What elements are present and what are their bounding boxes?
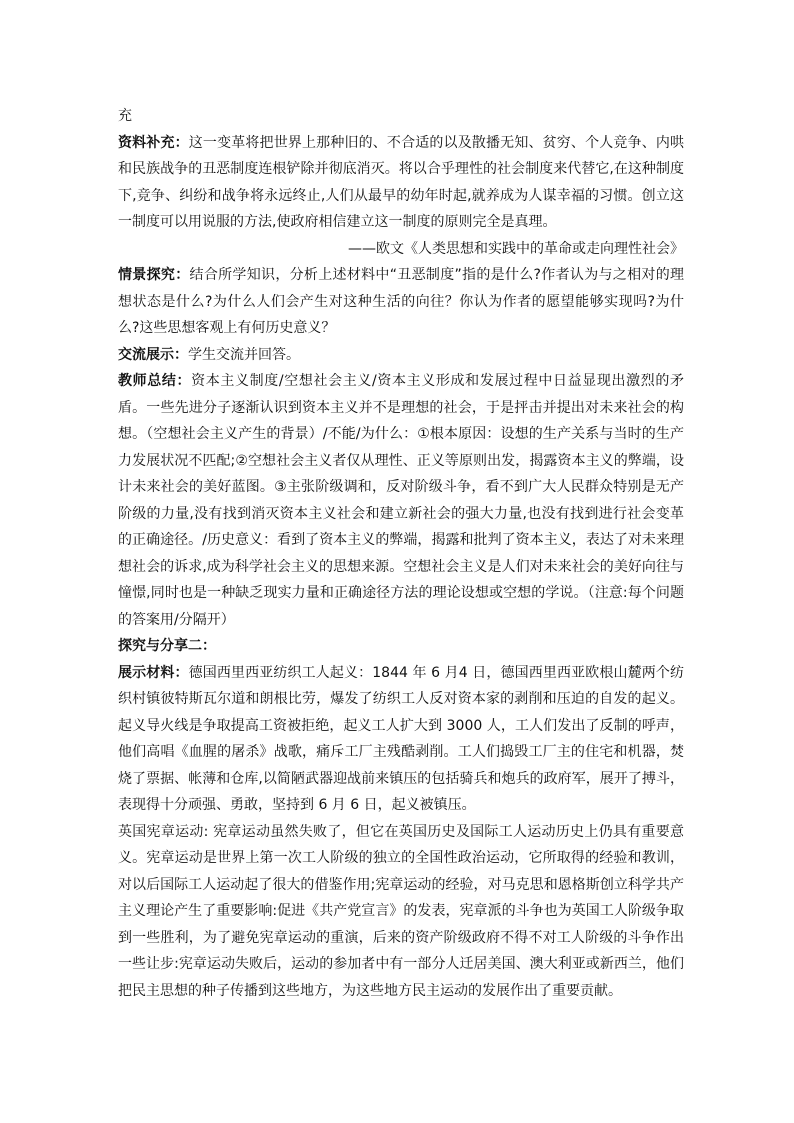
material-supplement-paragraph <box>118 130 684 236</box>
source-citation: ——欧文《人类思想和实践中的革命或走向理性社会》 <box>348 240 684 257</box>
paragraph-text: 这一变革将把世界上那种旧的、不合适的以及散播无知、贫穷、个人竞争、内哄和民族战争的丑恶制度连根铲除并彻底消灭。将以合乎理性的社会制度来代替它,在这种制度下,竞争、纠纷和战争将永远终止,人们从最早的幼年时起,就养成为人谋幸福的习惯。创立这一制度可以用说服的方法,使政府相信建立这一制度的原则完全是真理。 <box>118 134 685 230</box>
paragraph-text: 资本主义制度/空想社会主义/资本主义形成和发展过程中日益显现出激烈的矛盾。一些先进分子逐渐认识到资本主义并不是理想的社会，于是抨击并提出对未来社会的构想。（空想社会主义产生的背景）/不能/为什么：①根本原因：设想的生产关系与当时的生产力发展状况不匹配;②空想社会主义者仅从理性、正义等原则出发，揭露资本主义的弊端，设计未来社会的美好蓝图。③主张阶级调和，反对阶级斗争，看不到广大人民群众特别是无产阶级的力量,没有找到消灭资本主义社会和建立新社会的强大力量,也没有找到进行社会变革的正确途径。/历史意义：看到了资本主义的弊端，揭露和批判了资本主义，表达了对未来理想社会的诉求,成为科学社会主义的思想来源。空想社会主义是人们对未来社会的美好向往与憧憬,同时也是一种缺乏现实力量和正确途径方法的理论设想或空想的学说。（注意:每个问题的答案用/分隔开） <box>118 373 685 628</box>
teacher-summary-paragraph <box>118 368 684 633</box>
document-body <box>118 103 684 1004</box>
paragraph-text: 德国西里西亚纺织工人起义：1844 年 6 月4 日，德国西里西亚欧根山麓两个纺织村镇彼特斯瓦尔道和朗根比劳，爆发了纺织工人反对资本家的剥削和压迫的自发的起义。起义导火线是争取提高工资被拒绝，起义工人扩大到 3000 人，工人们发出了反制的呼声，他们高唱《血腥的屠杀》战歌，痛斥工厂主残酷剥削。工人们捣毁工厂主的住宅和机器，焚烧了票据、帐薄和仓库,以简陋武器迎战前来镇压的包括骑兵和炮兵的政府军，展开了搏斗，表现得十分顽强、勇敢，坚持到 6 月 6 日，起义被镇压。 <box>118 664 684 813</box>
paragraph-text: 结合所学知识，分析上述材料中“丑恶制度”指的是什么?作者认为与之相对的理想状态是什么?为什么人们会产生对这种生活的向往？你认为作者的愿望能够实现吗?为什么?这些思想客观上有何历史意义？ <box>118 267 685 336</box>
paragraph-label: 情景探究： <box>118 267 190 283</box>
paragraph-label: 探究与分享二： <box>118 638 216 654</box>
paragraph-label: 资料补充： <box>118 134 189 151</box>
paragraph-label: 展示材料： <box>118 664 189 681</box>
continuation-fragment: 充 <box>118 108 132 124</box>
paragraph-text: 学生交流并回答。 <box>188 346 300 363</box>
display-material-paragraph <box>118 660 684 819</box>
paragraph-label: 教师总结： <box>118 373 192 389</box>
exchange-display-paragraph <box>118 342 684 369</box>
section-heading <box>118 633 684 660</box>
scenario-inquiry-paragraph <box>118 262 684 342</box>
chartist-movement-paragraph: 英国宪章运动: 宪章运动虽然失败了，但它在英国历史及国际工人运动历史上仍具有重要意义。宪章运动是世界上第一次工人阶级的独立的全国性政治运动，它所取得的经验和教训，对以后国际工人运动起了很大的借鉴作用;宪章运动的经验，对马克思和恩格斯创立科学共产主义理论产生了重要影响:促进《共产党宣言》的发表，宪章派的斗争也为英国工人阶级争取到一些胜利，为了避免宪章运动的重演，后来的资产阶级政府不得不对工人阶级的斗争作出一些让步:宪章运动失败后，运动的参加者中有一部分人迁居美国、澳大利亚或新西兰，他们把民主思想的种子传播到这些地方，为这些地方民主运动的发展作出了重要贡献。 <box>118 823 684 999</box>
paragraph-label: 交流展示： <box>118 346 188 363</box>
